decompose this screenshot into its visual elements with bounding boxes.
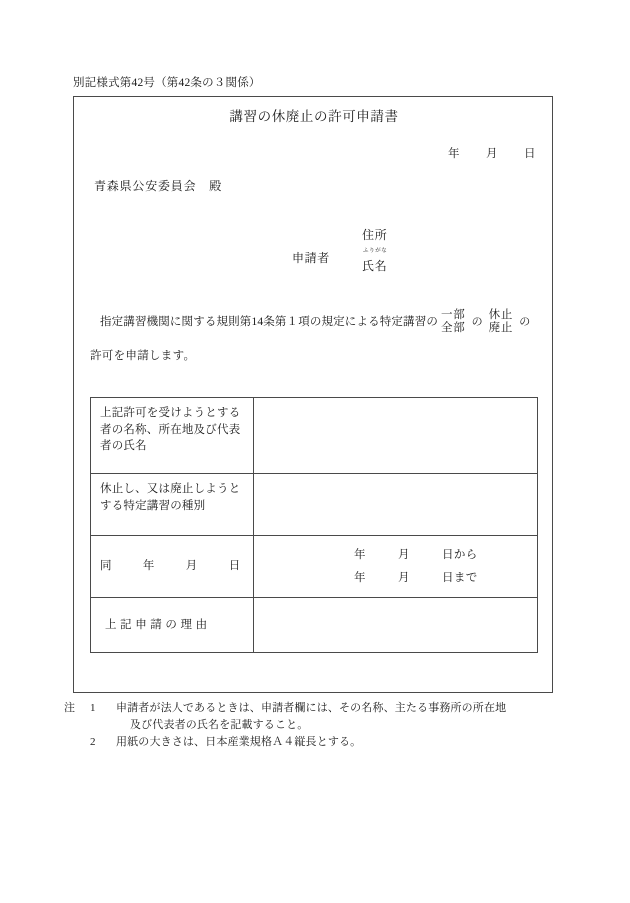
period-to-month: 月 — [398, 571, 410, 584]
row-value-applicant-identity[interactable] — [254, 398, 538, 474]
footnote-text-1-line-1: 申請者が法人であるときは、申請者欄には、その名称、主たる事務所の所在地 — [116, 702, 507, 714]
statement-line-2: 許可を申請します。 — [90, 349, 196, 362]
particle-no-2: の — [519, 316, 531, 328]
period-from-year: 年 — [354, 549, 366, 562]
row-label-course-type: 休止し、又は廃止しようとする特定講習の種別 — [91, 474, 254, 536]
submission-date-line — [448, 145, 536, 161]
footnotes-block — [64, 700, 584, 751]
footnote-number-1: 1 — [90, 702, 96, 714]
period-date-fields — [264, 544, 527, 589]
date-month-label: 月 — [486, 148, 498, 160]
row-label-reason: 上記申請の理由 — [91, 598, 254, 653]
addressee-label: 青森県公安委員会 殿 — [94, 179, 223, 193]
table-row — [91, 536, 538, 598]
row-value-reason[interactable] — [254, 598, 538, 653]
period-to-year: 年 — [354, 571, 366, 584]
period-from-day: 日から — [442, 549, 478, 562]
form-number-label: 別記様式第42号（第42条の３関係） — [73, 77, 261, 89]
footnote-item-2 — [64, 734, 584, 751]
period-to-line — [354, 567, 527, 589]
row-value-course-type[interactable] — [254, 474, 538, 536]
applicant-name-group — [362, 248, 388, 275]
scope-option-partial: 一部 — [441, 309, 466, 321]
footnote-text-2-line-1: 用紙の大きさは、日本産業規格Ａ４縦長とする。 — [116, 736, 362, 749]
action-choice-group — [489, 309, 514, 336]
footnote-text-1-line-2: 及び代表者の氏名を記載すること。 — [130, 719, 309, 732]
form-title: 講習の休廃止の許可申請書 — [229, 109, 399, 124]
footnote-item-1 — [64, 700, 584, 717]
application-detail-table — [90, 397, 538, 653]
applicant-address-label: 住所 — [362, 228, 388, 242]
statement-line-1 — [90, 309, 540, 336]
footnote-marker: 注 — [64, 702, 75, 714]
statement-lead-text: 指定講習機関に関する規則第14条第１項の規定による特定講習の — [100, 315, 438, 328]
row-label-period-date: 同 年 月 日 — [91, 536, 254, 598]
applicant-name-label: 氏名 — [362, 259, 388, 273]
row-value-period-date[interactable] — [254, 536, 538, 598]
period-from-month: 月 — [398, 549, 410, 562]
furigana-ruby-label: ふりがな — [363, 248, 388, 254]
applicant-block — [292, 227, 492, 289]
applicant-label: 申請者 — [292, 251, 330, 265]
date-year-label: 年 — [448, 148, 460, 160]
period-from-line — [354, 544, 527, 566]
scope-option-full: 全部 — [441, 322, 466, 335]
applicant-fields — [362, 227, 482, 275]
particle-no-1: の — [471, 316, 483, 328]
footnote-number-2: 2 — [90, 736, 96, 749]
period-to-day: 日まで — [442, 571, 478, 584]
date-day-label: 日 — [524, 148, 536, 160]
row-label-applicant-identity: 上記許可を受けようとする者の名称、所在地及び代表者の氏名 — [91, 398, 254, 474]
table-row — [91, 598, 538, 653]
table-row — [91, 398, 538, 474]
action-option-abolish: 廃止 — [488, 322, 514, 335]
statement-paragraph — [90, 309, 540, 363]
application-form-box — [73, 96, 553, 693]
scope-choice-group — [441, 309, 466, 336]
action-option-suspend: 休止 — [488, 309, 514, 321]
table-row — [91, 474, 538, 536]
